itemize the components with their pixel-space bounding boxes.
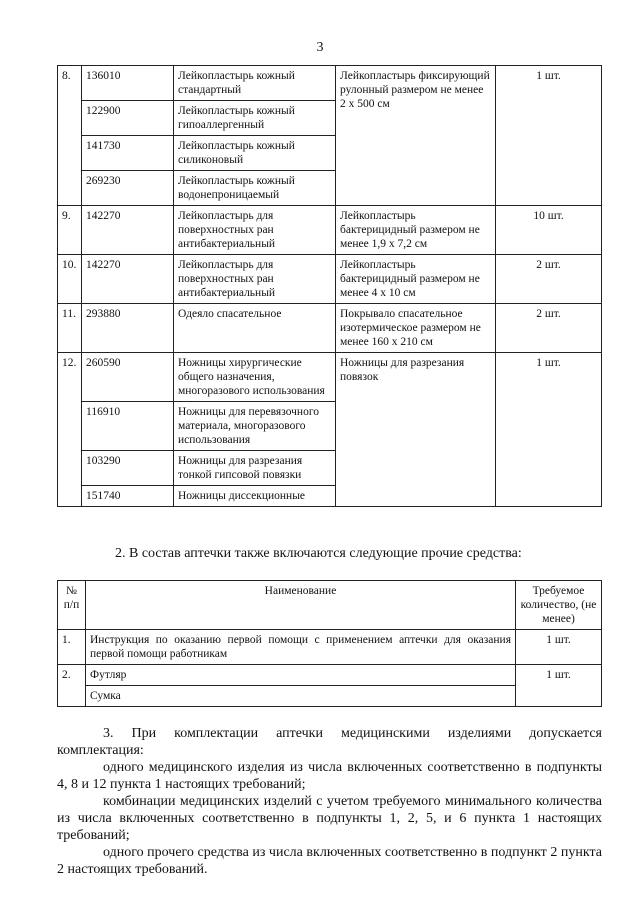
item-name: Лейкопластырь кожный водонепроницаемый bbox=[174, 171, 336, 206]
row-number: 12. bbox=[58, 353, 82, 507]
row-number: 10. bbox=[58, 255, 82, 304]
row-number: 2. bbox=[58, 665, 86, 707]
item-name: Лейкопластырь для поверхностных ран антибактериальный bbox=[174, 206, 336, 255]
item-quantity: 1 шт. bbox=[496, 353, 602, 507]
section2-heading: 2. В состав аптечки также включаются следующие прочие средства: bbox=[115, 546, 522, 561]
item-quantity: 1 шт. bbox=[516, 665, 602, 707]
row-number: 1. bbox=[58, 630, 86, 665]
row-number: 8. bbox=[58, 66, 82, 206]
item-quantity: 1 шт. bbox=[496, 66, 602, 206]
item-name: Ножницы диссекционные bbox=[174, 486, 336, 507]
table-row bbox=[58, 630, 602, 665]
item-name: Инструкция по оказанию первой помощи с применением аптечки для оказания первой помощи работникам bbox=[86, 630, 516, 665]
item-quantity: 10 шт. bbox=[496, 206, 602, 255]
medical-items-table bbox=[57, 65, 602, 507]
item-name: Ножницы для разрезания тонкой гипсовой повязки bbox=[174, 451, 336, 486]
table-row bbox=[58, 255, 602, 304]
section3-para-4: одного прочего средства из числа включенных соответственно в подпункт 2 пункта 2 настоящих требований. bbox=[57, 845, 602, 877]
item-code: 269230 bbox=[82, 171, 174, 206]
item-code: 116910 bbox=[82, 402, 174, 451]
item-code: 136010 bbox=[82, 66, 174, 101]
item-name: Сумка bbox=[86, 686, 516, 707]
item-code: 103290 bbox=[82, 451, 174, 486]
table-row bbox=[58, 665, 602, 686]
table-row bbox=[58, 304, 602, 353]
page-number: 3 bbox=[316, 40, 324, 55]
table-row bbox=[58, 353, 602, 402]
section3 bbox=[57, 725, 602, 878]
item-name: Лейкопластырь для поверхностных ран антибактериальный bbox=[174, 255, 336, 304]
other-items-table bbox=[57, 580, 602, 707]
item-name: Ножницы хирургические общего назначения, многоразового использования bbox=[174, 353, 336, 402]
item-quantity: 2 шт. bbox=[496, 304, 602, 353]
item-name: Ножницы для перевязочного материала, многоразового использования bbox=[174, 402, 336, 451]
col-header-num: № п/п bbox=[58, 581, 86, 630]
item-description: Лейкопластырь бактерицидный размером не менее 4 х 10 см bbox=[336, 255, 496, 304]
section3-para-1: 3. При комплектации аптечки медицинскими изделиями допускается комплектация: bbox=[57, 726, 602, 758]
item-quantity: 2 шт. bbox=[496, 255, 602, 304]
item-description: Покрывало спасательное изотермическое размером не менее 160 х 210 см bbox=[336, 304, 496, 353]
item-name: Лейкопластырь кожный гипоаллергенный bbox=[174, 101, 336, 136]
item-code: 142270 bbox=[82, 255, 174, 304]
item-code: 141730 bbox=[82, 136, 174, 171]
section3-para-3: комбинации медицинских изделий с учетом требуемого минимального количества из числа включенных соответственно в подпункты 1, 2, 5, и 6 пункта 1 настоящих требований; bbox=[57, 794, 602, 843]
table-row bbox=[58, 206, 602, 255]
item-description: Ножницы для разрезания повязок bbox=[336, 353, 496, 507]
item-name: Лейкопластырь кожный стандартный bbox=[174, 66, 336, 101]
row-number: 11. bbox=[58, 304, 82, 353]
section3-para-2: одного медицинского изделия из числа включенных соответственно в подпункты 4, 8 и 12 пункта 1 настоящих требований; bbox=[57, 760, 602, 792]
item-code: 142270 bbox=[82, 206, 174, 255]
item-name: Футляр bbox=[86, 665, 516, 686]
item-name: Одеяло спасательное bbox=[174, 304, 336, 353]
col-header-name: Наименование bbox=[86, 581, 516, 630]
item-name: Лейкопластырь кожный силиконовый bbox=[174, 136, 336, 171]
item-description: Лейкопластырь бактерицидный размером не менее 1,9 х 7,2 см bbox=[336, 206, 496, 255]
item-code: 293880 bbox=[82, 304, 174, 353]
table-row bbox=[58, 66, 602, 101]
item-description: Лейкопластырь фиксирующий рулонный размером не менее 2 х 500 см bbox=[336, 66, 496, 206]
item-quantity: 1 шт. bbox=[516, 630, 602, 665]
item-code: 122900 bbox=[82, 101, 174, 136]
row-number: 9. bbox=[58, 206, 82, 255]
col-header-qty: Требуемое количество, (не менее) bbox=[516, 581, 602, 630]
item-code: 260590 bbox=[82, 353, 174, 402]
item-code: 151740 bbox=[82, 486, 174, 507]
